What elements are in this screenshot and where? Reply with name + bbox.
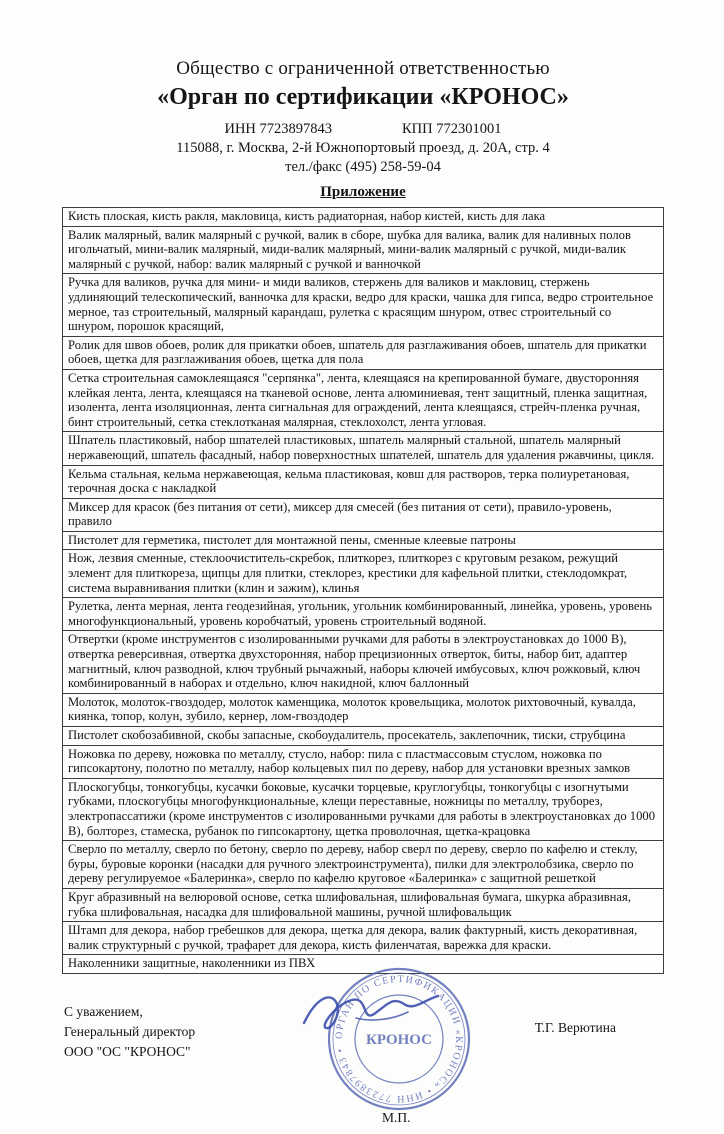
org-name: «Орган по сертификации «КРОНОС» — [157, 84, 569, 110]
position-line-2: ООО "ОС "КРОНОС" — [64, 1044, 191, 1060]
table-row: Круг абразивный на велюровой основе, сетка шлифовальная, шлифовальная бумага, шкурка абразивная, губка шлифовальная, насадка для шлифовальной машины, ручной шлифовальщик — [62, 889, 664, 922]
table-row: Кисть плоская, кисть ракля, макловица, кисть радиаторная, набор кистей, кисть для лака — [62, 208, 664, 227]
table-row: Пистолет скобозабивной, скобы запасные, скобоудалитель, просекатель, заклепочник, тиски, струбцина — [62, 727, 664, 746]
regards-line: С уважением, — [64, 1003, 143, 1019]
stamp-ring-text: ОРГАН ПО СЕРТИФИКАЦИИ «КРОНОС» • ИНН 7723897843 • — [333, 973, 465, 1104]
org-kpp: КПП 772301001 — [402, 121, 502, 137]
appendix-title: Приложение — [320, 184, 406, 200]
signature-block — [62, 973, 664, 1134]
table-row: Отвертки (кроме инструментов с изолированными ручками для работы в электроустановках до 1000 В), отвертка реверсивная, отвертка двухсторонняя, набор прецизионных отверток, биты, набор бит, адаптер магнитный, ключ разводной, ключ трубный рычажный, наборы ключей имбусовых, ключ рожковый, ключ комбинированный в наборах и отдельно, ключ накидной, ключ баллонный — [62, 631, 664, 693]
signer-name: Т.Г. Верютина — [534, 1019, 616, 1035]
table-row: Плоскогубцы, тонкогубцы, кусачки боковые, кусачки торцевые, круглогубцы, тонкогубцы с изогнутыми губками, плоскогубцы многофункциональные, клещи переставные, ножницы по металлу, труборез, электропассатижи (кроме инструментов с изолированными ручками для работы в электроустановках до 1000 В), болторез, стамеска, рубанок по гипсокартону, щетка проволочная, щетка-крацовка — [62, 779, 664, 841]
document-header — [62, 58, 664, 201]
table-row: Рулетка, лента мерная, лента геодезийная, угольник, угольник комбинированный, линейка, уровень, уровень многофункциональный, уровень коробчатый, уровень строительный водяной. — [62, 598, 664, 631]
table-row: Сетка строительная самоклеящаяся "серпянка", лента, клеящаяся на крепированной бумаге, двусторонняя клейкая лента, лента, клеящаяся на тканевой основе, лента алюминиевая, тент защитный, пленка защитная, изолента, лента изоляционная, лента сигнальная для ограждений, лента клеящаяся, стрейч-пленка ручная, бинт строительный, сетка стеклотканая малярная, стеклохолст, лента угловая. — [62, 370, 664, 432]
table-row: Валик малярный, валик малярный с ручкой, валик в сборе, шубка для валика, валик для наливных полов игольчатый, мини-валик малярный, миди-валик малярный, мини-валик малярный с ручкой, миди-валик малярный с ручкой, набор: валик малярный с ручкой и ванночкой — [62, 227, 664, 275]
org-phone: тел./факс (495) 258-59-04 — [285, 159, 441, 175]
table-row: Сверло по металлу, сверло по бетону, сверло по дереву, набор сверл по дереву, сверло по кафелю и стеклу, буры, буровые коронки (насадки для ручного электроинструмента), пилки для электролобзика, сверло по дереву регулируемое «Балеринка», сверло по кафелю круговое «Балеринка» с защитной решеткой — [62, 841, 664, 889]
table-row: Нож, лезвия сменные, стеклоочиститель-скребок, плиткорез, плиткорез с круговым резаком, режущий элемент для плиткореза, щипцы для плитки, стеклорез, крестики для кафельной плитки, стеклодомкрат, система выравнивания плитки (клин и зажим), клинья — [62, 550, 664, 598]
org-address: 115088, г. Москва, 2-й Южнопортовый проезд, д. 20А, стр. 4 — [176, 140, 550, 156]
stamp-and-signature — [296, 956, 496, 1132]
org-inn: ИНН 7723897843 — [224, 121, 333, 137]
table-row: Ролик для швов обоев, ролик для прикатки обоев, шпатель для разглаживания обоев, шпатель для прикатки обоев, щетка для разглаживания обоев, щетка для пола — [62, 337, 664, 370]
table-row: Миксер для красок (без питания от сети), миксер для смесей (без питания от сети), правило-уровень, правило — [62, 499, 664, 532]
table-row: Ручка для валиков, ручка для мини- и миди валиков, стержень для валиков и макловиц, стержень удлиняющий телескопический, ванночка для краски, ведро для краски, чашка для гипса, ведро строительное мерное, таз строительный, малярный карандаш, рулетка с красящим шнуром, отвес строительный со шнуром, порошок красящий, — [62, 274, 664, 336]
mp-label: М.П. — [382, 1109, 411, 1125]
org-type: Общество с ограниченной ответственностью — [176, 58, 550, 79]
products-table — [62, 207, 664, 974]
table-row: Пистолет для герметика, пистолет для монтажной пены, сменные клеевые патроны — [62, 532, 664, 551]
stamp-center-text: КРОНОС — [366, 1031, 432, 1048]
signer-titles — [64, 1002, 195, 1063]
org-ids — [62, 121, 664, 138]
position-line-1: Генеральный директор — [64, 1024, 196, 1040]
table-row: Штамп для декора, набор гребешков для декора, щетка для декора, валик фактурный, кисть декоративная, валик структурный с ручкой, трафарет для декора, кисть филенчатая, варежка для краски. — [62, 922, 664, 955]
table-row: Кельма стальная, кельма нержавеющая, кельма пластиковая, ковш для растворов, терка полиуретановая, терочная доска с накладкой — [62, 466, 664, 499]
table-row: Молоток, молоток-гвоздодер, молоток каменщика, молоток кровельщика, молоток рихтовочный, кувалда, киянка, топор, колун, зубило, кернер, лом-гвоздодер — [62, 694, 664, 727]
table-row: Наколенники защитные, наколенники из ПВХ — [62, 955, 664, 974]
table-row: Ножовка по дереву, ножовка по металлу, стусло, набор: пила с пластмассовым стуслом, ножовка по гипсокартону, полотно по металлу, набор кольцевых пил по дереву, набор для установки врезных замков — [62, 746, 664, 779]
table-row: Шпатель пластиковый, набор шпателей пластиковых, шпатель малярный стальной, шпатель малярный нержавеющий, шпатель фасадный, набор поверхностных шпателей, шпатель для удаления ржавчины, цикля. — [62, 432, 664, 465]
signature-scribble — [296, 978, 446, 1048]
